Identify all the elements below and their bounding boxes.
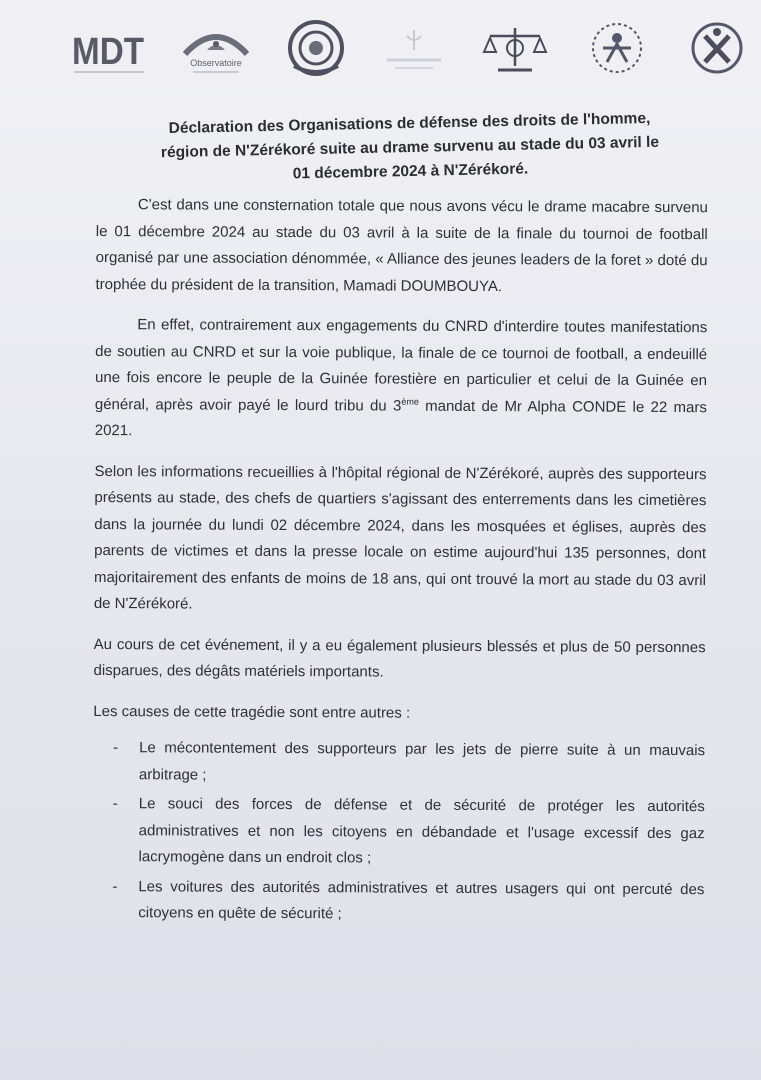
paragraph-1: C'est dans une consternation totale que nous avons vécu le drame macabre survenu le 01 décembre 2024 au stade du 03 avril à la suite de la finale du tournoi de football organisé par une association dénommée, « Alliance des jeunes leaders de la foret » doté du trophée du président de la transition, Mamadi DOUMBOUYA. [95, 196, 708, 295]
paragraph-4: Au cours de cet événement, il y a eu également plusieurs blessés et plus de 50 personnes disparues, des dégâts matériels importants. [93, 635, 706, 681]
faint-emblem-logo [379, 20, 449, 78]
declaration-body [92, 192, 708, 933]
justice-scales-logo [480, 20, 550, 78]
paragraph-2-start: En effet, contrairement aux engagements du CNRD d'interdire toutes manifestations de soutien au CNRD et sur la voie publique, la finale de ce tournoi de football, a endeuillé une fois encore le peuple de la Guinée forestière en particulier et celui de la Guinée en général, après avoir payé le lourd tribu du 3 [94, 316, 708, 415]
logo-bar [70, 14, 750, 84]
mdt-logo [70, 20, 148, 78]
cause-item [93, 735, 705, 791]
cause-text: Le souci des forces de défense et de sécurité de protéger les autorités administratives et non les citoyens en débandade et l'usage excessif des gaz lacrymogène dans un endroit clos ; [138, 795, 705, 867]
title-line-1: Déclaration des Organisations de défense des droits de l'homme, [168, 109, 651, 138]
cause-text: Le mécontentement des supporteurs par les jets de pierre suite à un mauvais arbitrage ; [138, 739, 706, 784]
cause-text: Les voitures des autorités administratives et autres usagers qui ont percuté des citoyens en quête de sécurité ; [138, 877, 705, 923]
paragraph-3: Selon les informations recueillies à l'hôpital régional de N'Zérékoré, auprès des supporteurs présents au stade, des chefs de quartiers s'agissant des enterrements dans les cimetières dans la journée du lundi 02 décembre 2024, dans les mosquées et églises, auprès des parents de victimes et dans la presse locale on estime aujourd'hui 135 personnes, dont majoritairement des enfants de moins de 18 ans, qui ont trouvé la mort au stade du 03 avril de N'Zérékoré. [93, 462, 707, 613]
paragraph-2-end: mandat de Mr Alpha CONDE le 22 mars 2021. [94, 397, 707, 440]
declaration-title [99, 106, 720, 191]
title-line-2: région de N'Zérékoré suite au drame survenu au stade du 03 avril le [160, 133, 660, 162]
observatoire-logo-text: Observatoire [190, 58, 242, 68]
ordinal-superscript: ème [401, 396, 419, 407]
list-dash: - [112, 877, 118, 895]
causes-intro: Les causes de cette tragédie sont entre autres : [93, 702, 411, 722]
list-dash: - [113, 739, 119, 757]
cause-item [92, 873, 704, 929]
figures-circle-logo [581, 20, 653, 78]
list-dash: - [112, 795, 118, 813]
cause-item [92, 791, 704, 874]
circular-seal-logo [284, 18, 348, 80]
mdt-logo-text: MDT [72, 31, 144, 73]
observatoire-logo [179, 20, 253, 78]
title-line-3: 01 décembre 2024 à N'Zérékoré. [292, 160, 529, 183]
paragraph-2 [95, 312, 708, 448]
x-emblem-logo [684, 20, 750, 78]
causes-list [92, 735, 705, 930]
